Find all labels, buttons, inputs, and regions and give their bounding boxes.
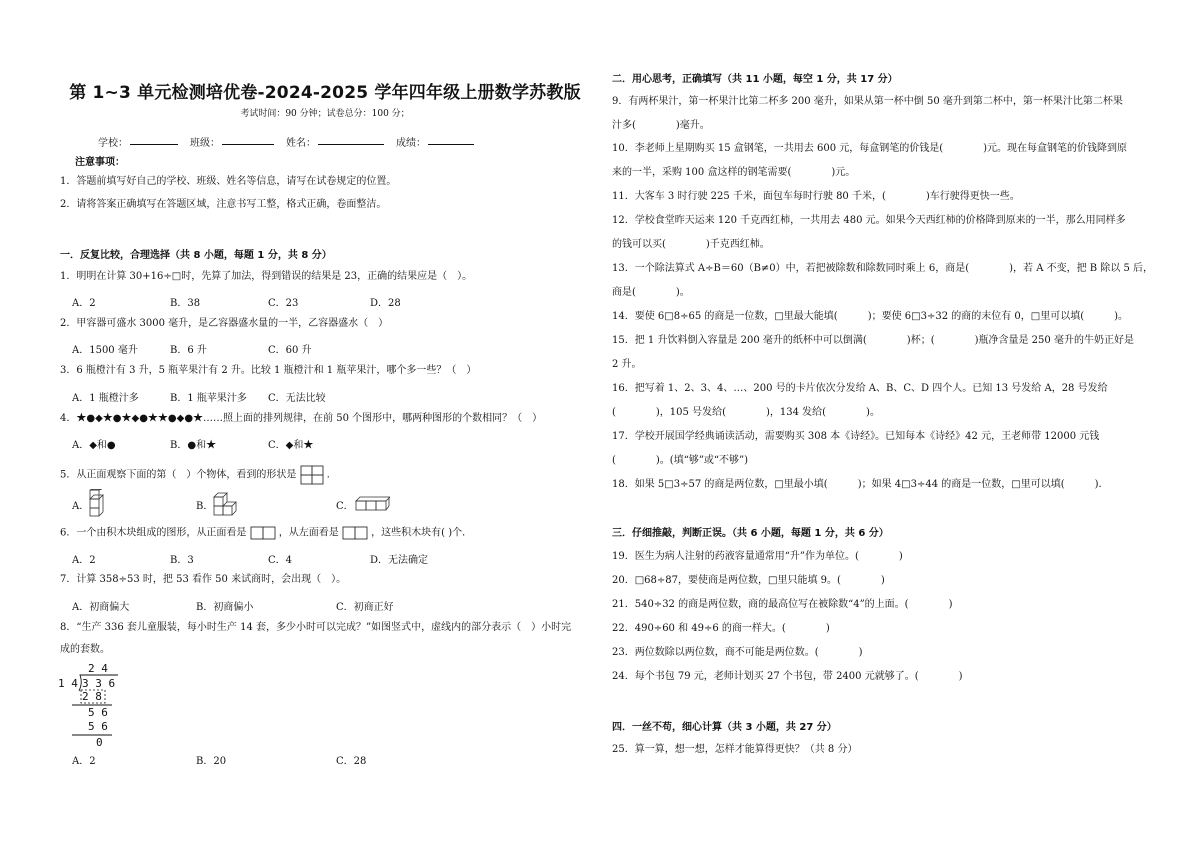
- option-b[interactable]: B．1 瓶苹果汁多: [170, 393, 247, 404]
- option-c[interactable]: C．4: [268, 555, 293, 566]
- question-8-line-2: 成的套数。: [60, 644, 110, 655]
- option-a[interactable]: A．1500 毫升: [72, 345, 138, 356]
- question-10-line-1: 10．李老师上星期购买 15 盒钢笔，一共用去 600 元，每盒钢笔的价钱是( )元。现在每盒钢笔的价钱降到原: [612, 143, 1128, 154]
- name-label: 姓名：: [286, 138, 316, 149]
- option-c[interactable]: C．23: [268, 298, 299, 309]
- step-1: 2 8: [82, 690, 102, 703]
- long-division: [58, 662, 118, 749]
- school-field[interactable]: [130, 134, 178, 145]
- option-c[interactable]: C．28: [336, 756, 367, 767]
- remainder-2: 0: [96, 736, 103, 749]
- question-5: [60, 465, 337, 485]
- question-15-line-1: 15．把 1 升饮料倒入容量是 200 毫升的纸杯中可以倒满( )杯；( )瓶净含量是 250 毫升的牛奶正好是: [612, 335, 1134, 346]
- left-view-shape-icon: [342, 526, 368, 540]
- exam-info: 考试时间：90 分钟；试卷总分：100 分；: [240, 109, 410, 119]
- cube-row-c-icon: [354, 493, 390, 513]
- option-b[interactable]: B．38: [170, 298, 201, 309]
- question-24: 24．每个书包 79 元，老师计划买 27 个书包，带 2400 元就够了。( ): [612, 671, 963, 682]
- section-2-heading: 二．用心思考，正确填写（共 11 小题，每空 1 分，共 17 分）: [612, 74, 898, 85]
- q6-text-a: 6．一个由积木块组成的图形，从正面看是: [60, 527, 247, 539]
- q5-text: 5．从正面观察下面的第（ ）个物体，看到的形状是: [60, 469, 297, 481]
- option-b[interactable]: B．: [196, 501, 214, 512]
- name-field[interactable]: [318, 134, 384, 145]
- question-17-line-1: 17．学校开展国学经典诵读活动，需要购买 308 本《诗经》。已知每本《诗经》42 元，王老师带 12000 元钱: [612, 431, 1100, 442]
- school-label: 学校：: [98, 138, 128, 149]
- question-1: 1．明明在计算 30+16÷□时，先算了加法，得到错误的结果是 23，正确的结果应是（ ）。: [60, 271, 473, 282]
- question-7: 7．计算 358÷53 时，把 53 看作 50 来试商时，会出现（ ）。: [60, 574, 347, 585]
- rule-2: [72, 734, 112, 737]
- cube-stack-b-icon: [212, 489, 240, 517]
- option-a[interactable]: A．◆和●: [72, 440, 116, 451]
- question-23: 23．两位数除以两位数，商不可能是两位数。( ): [612, 647, 863, 658]
- option-a[interactable]: A．2: [72, 555, 96, 566]
- section-3-heading: 三．仔细推敲，判断正误。（共 6 小题，每题 1 分，共 6 分）: [612, 528, 889, 539]
- front-view-shape-icon: [250, 526, 276, 540]
- divisor: 1 4: [58, 677, 78, 690]
- option-b[interactable]: B．●和★: [170, 440, 217, 451]
- remainder-1: 5 6: [88, 706, 108, 719]
- notice-item: 2．请将答案正确填写在答题区域，注意书写工整，格式正确，卷面整洁。: [60, 199, 387, 210]
- score-label: 成绩：: [396, 138, 426, 149]
- question-13-line-1: 13．一个除法算式 A÷B＝60（B≠0）中，若把被除数和除数同时乘上 6，商是( )，若 A 不变，把 B 除以 5 后，: [612, 263, 1154, 274]
- notice-heading: 注意事项：: [75, 157, 125, 168]
- student-info-row: [98, 134, 486, 149]
- question-21: 21．540÷32 的商是两位数，商的最高位写在被除数“4”的上面。( ): [612, 599, 953, 610]
- question-2: 2．甲容器可盛水 3000 毫升，是乙容器盛水量的一半，乙容器盛水（ ）: [60, 318, 389, 329]
- quotient: 2 4: [88, 662, 108, 675]
- cube-stack-a-icon: [88, 489, 110, 517]
- question-18: 18．如果 5□3÷57 的商是两位数，□里最小填( )；如果 4□3÷44 的商是一位数，□里可以填( )．: [612, 479, 1109, 490]
- option-a[interactable]: A．: [72, 501, 90, 512]
- question-3: 3．6 瓶橙汁有 3 升，5 瓶苹果汁有 2 升。比较 1 瓶橙汁和 1 瓶苹果汁，哪个多一些？（ ）: [60, 365, 477, 376]
- question-19: 19．医生为病人注射的药液容量通常用“升”作为单位。( ): [612, 551, 903, 562]
- option-b[interactable]: B．20: [196, 756, 227, 767]
- option-a[interactable]: A．2: [72, 756, 96, 767]
- option-a[interactable]: A．1 瓶橙汁多: [72, 393, 139, 404]
- question-12-line-2: 的钱可以买( )千克西红柿。: [612, 239, 770, 250]
- question-15-line-2: 2 升。: [612, 359, 642, 370]
- question-22: 22．490÷60 和 49÷6 的商一样大。( ): [612, 623, 830, 634]
- dividend: 3 3 6: [82, 677, 116, 690]
- option-d[interactable]: D．28: [370, 298, 401, 309]
- question-13-line-2: 商是( )。: [612, 287, 690, 298]
- question-16-line-1: 16．把写着 1、2、3、4、…、200 号的卡片依次分发给 A、B、C、D 四个人。已知 13 号发给 A，28 号发给: [612, 383, 1108, 394]
- score-field[interactable]: [428, 134, 474, 145]
- subtract-2: 5 6: [88, 720, 108, 733]
- q6-text-b: ，从左面看是: [278, 527, 339, 539]
- option-b[interactable]: B．6 升: [170, 345, 207, 356]
- question-9-line-1: 9．有两杯果汁，第一杯果汁比第二杯多 200 毫升，如果从第一杯中倒 50 毫升到第二杯中，第一杯果汁比第二杯果: [612, 96, 1123, 107]
- option-a[interactable]: A．初商偏大: [72, 602, 130, 613]
- option-d[interactable]: D．无法确定: [370, 555, 429, 566]
- question-14: 14．要使 6□8÷65 的商是一位数，□里最大能填( )；要使 6□3÷32 的商的末位有 0，□里可以填( )。: [612, 311, 1129, 322]
- question-6: [60, 526, 472, 541]
- question-16-line-2: ( )，105 号发给( )，134 发给( )。: [612, 407, 880, 418]
- q5-text-end: ．: [326, 469, 337, 481]
- question-11: 11．大客车 3 时行驶 225 千米，面包车每时行驶 80 千米，( )车行驶得更快一些。: [612, 191, 1020, 202]
- question-10-line-2: 来的一半，采购 100 盒这样的钢笔需要( )元。: [612, 167, 856, 178]
- option-c[interactable]: C．◆和★: [268, 440, 314, 451]
- option-b[interactable]: B．初商偏小: [196, 602, 254, 613]
- notice-item: 1．答题前填写好自己的学校、班级、姓名等信息，请写在试卷规定的位置。: [60, 176, 397, 187]
- question-4: 4．★●◆★●★◆●★★●◆●★……照上面的排列规律，在前 50 个图形中，哪两种图形的个数相同？（ ）: [60, 413, 543, 424]
- question-12-line-1: 12．学校食堂昨天运来 120 千克西红柿，一共用去 480 元。如果今天西红柿的价格降到原来的一半，那么用同样多: [612, 215, 1126, 226]
- question-25: 25．算一算，想一想，怎样才能算得更快？（共 8 分）: [612, 744, 858, 755]
- two-square-shape-icon: [300, 465, 324, 485]
- option-c[interactable]: C．初商正好: [336, 602, 394, 613]
- class-label: 班级：: [190, 138, 220, 149]
- option-a[interactable]: A．2: [72, 298, 96, 309]
- question-17-line-2: ( )。(填“够”或“不够”): [612, 455, 749, 466]
- option-c[interactable]: C．: [336, 501, 354, 512]
- question-20: 20．□68÷87，要使商是两位数，□里只能填 9。( ): [612, 575, 885, 586]
- page-title: 第 1~3 单元检测培优卷-2024-2025 学年四年级上册数学苏教版: [69, 83, 581, 103]
- question-9-line-2: 汁多( )毫升。: [612, 120, 710, 131]
- option-c[interactable]: C．60 升: [268, 345, 312, 356]
- q6-text-c: ，这些积木块有( )个．: [371, 527, 473, 539]
- question-8-line-1: 8．“生产 336 套儿童服装，每小时生产 14 套，多少小时可以完成？”如图竖式中，虚线内的部分表示（ ）小时完: [60, 622, 572, 633]
- q5-options: [72, 489, 572, 519]
- option-c[interactable]: C．无法比较: [268, 393, 326, 404]
- section-1-heading: 一．反复比较，合理选择（共 8 小题，每题 1 分，共 8 分）: [60, 250, 332, 261]
- option-b[interactable]: B．3: [170, 555, 194, 566]
- section-4-heading: 四．一丝不苟，细心计算（共 3 小题，共 27 分）: [612, 722, 837, 733]
- class-field[interactable]: [222, 134, 274, 145]
